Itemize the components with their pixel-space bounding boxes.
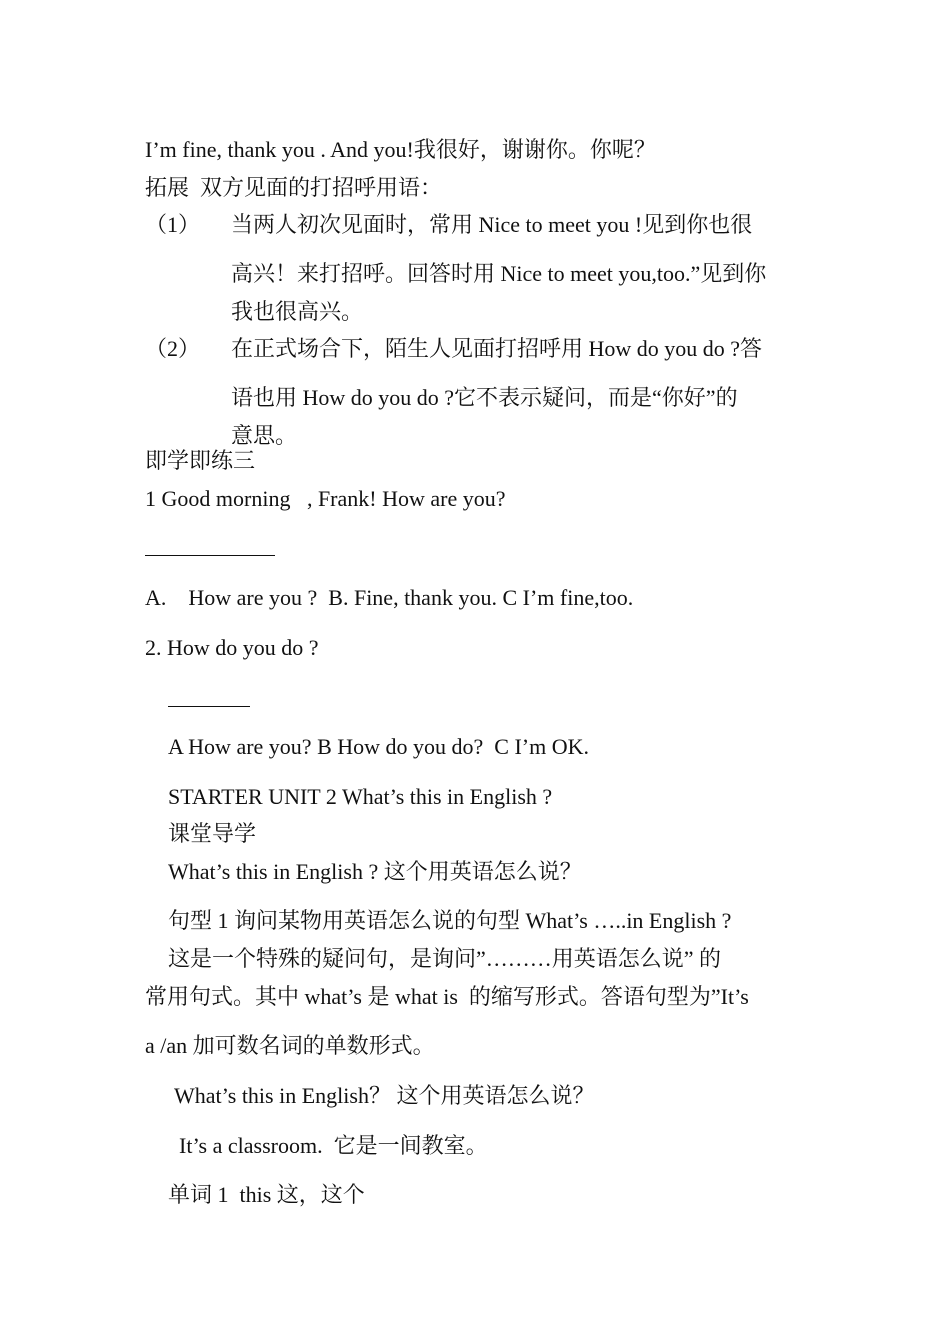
explanation-line-1: 这是一个特殊的疑问句，是询问”………用英语怎么说” 的 (168, 946, 722, 971)
text-line-extension-heading: 拓展 双方见面的打招呼用语： (145, 175, 443, 200)
explanation-line-3: a /an 加可数名词的单数形式。 (145, 1033, 435, 1058)
question-1-options: A. How are you ? B. Fine, thank you. C I’m fine,too. (145, 585, 634, 610)
question-2: 2. How do you do ? (145, 635, 319, 660)
sentence-pattern-1: 句型 1 询问某物用英语怎么说的句型 What’s …..in English ? (168, 908, 732, 933)
list-number-2: （2） (145, 336, 201, 361)
list-number-1: （1） (145, 212, 201, 237)
vocabulary-item-1: 单词 1 this 这，这个 (168, 1182, 365, 1207)
practice-heading: 即学即练三 (145, 448, 256, 473)
list-item-2-line-2: 语也用 How do you do ?它不表示疑问，而是“你好”的 (231, 385, 738, 410)
answer-blank-1 (145, 555, 275, 556)
list-item-1-line-2: 高兴！来打招呼。回答时用 Nice to meet you,too.”见到你 (231, 261, 767, 286)
list-item-1-line-3: 我也很高兴。 (231, 299, 364, 324)
example-answer: It’s a classroom. 它是一间教室。 (179, 1133, 488, 1158)
explanation-line-2: 常用句式。其中 what’s 是 what is 的缩写形式。答语句型为”It’s (145, 984, 749, 1009)
question-1: 1 Good morning , Frank! How are you? (145, 486, 506, 511)
answer-blank-2 (168, 706, 250, 707)
guide-sentence: What’s this in English ? 这个用英语怎么说？ (168, 859, 582, 884)
question-2-options: A How are you? B How do you do? C I’m OK. (168, 734, 589, 759)
list-item-2-line-1: 在正式场合下，陌生人见面打招呼用 How do you do ?答 (231, 336, 763, 361)
unit-title: STARTER UNIT 2 What’s this in English ? (168, 784, 553, 809)
list-item-2-line-3: 意思。 (231, 423, 298, 448)
list-item-1-line-1: 当两人初次见面时，常用 Nice to meet you !见到你也很 (231, 212, 753, 237)
section-heading-guide: 课堂导学 (168, 821, 257, 846)
example-question: What’s this in English？ 这个用英语怎么说？ (174, 1083, 595, 1108)
text-line-reply: I’m fine, thank you . And you!我很好，谢谢你。你呢？ (145, 137, 656, 162)
